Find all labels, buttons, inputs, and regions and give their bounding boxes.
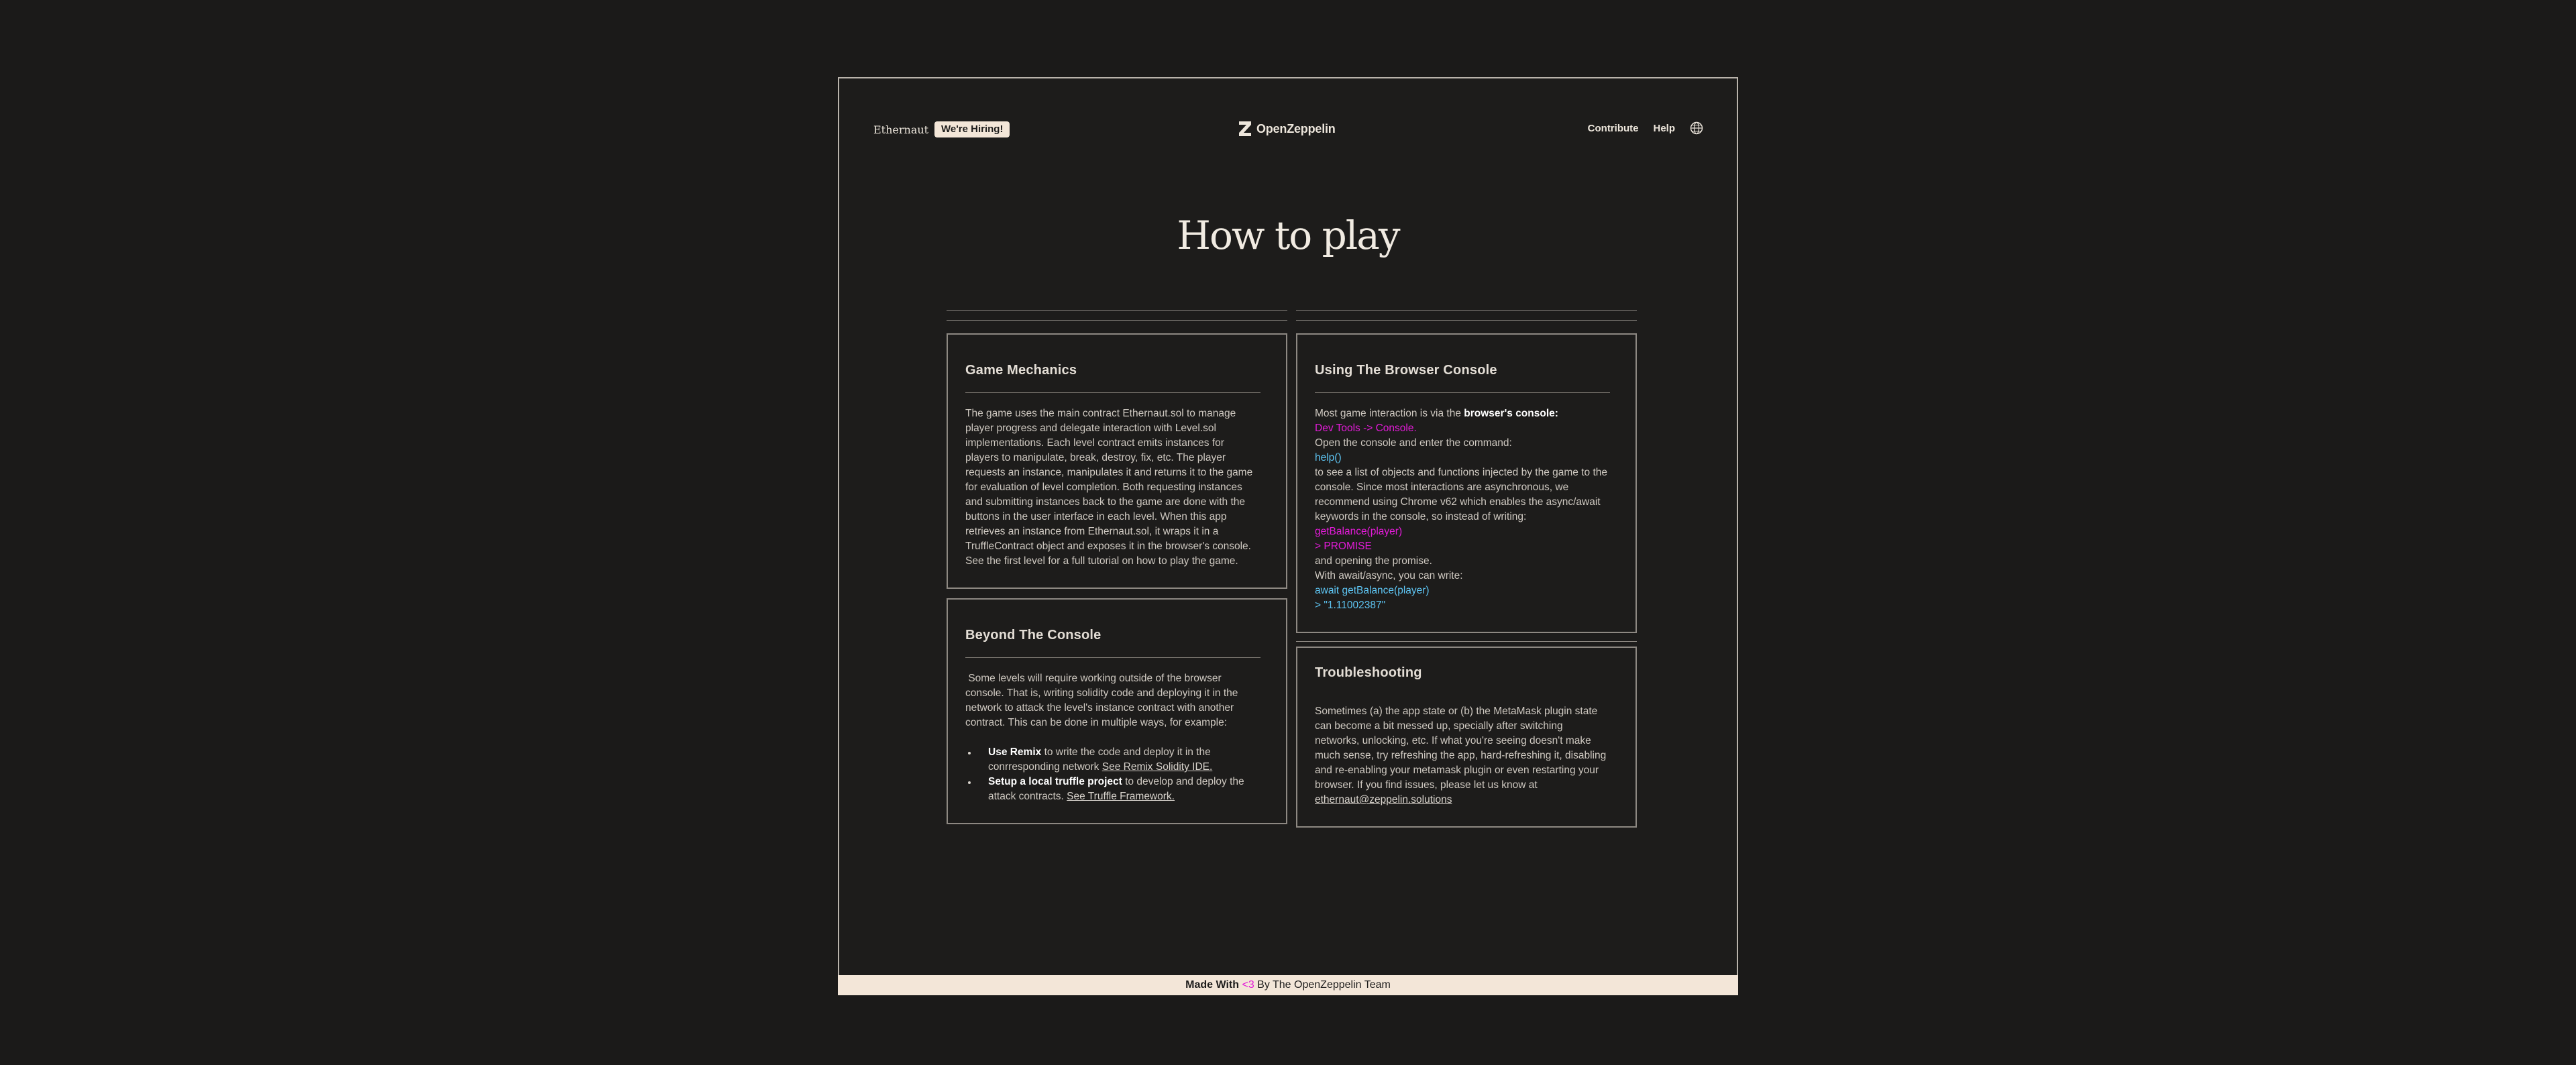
left-column [947,310,1287,824]
openzeppelin-logo[interactable] [1238,119,1336,139]
help-command: help() [1315,452,1342,463]
troubleshooting-title: Troubleshooting [1315,665,1422,680]
console-line1 [1315,406,1610,421]
code-promise-result: > PROMISE [1315,541,1372,552]
globe-icon[interactable] [1690,121,1703,135]
top-nav [1588,121,1703,135]
nav-help[interactable]: Help [1653,122,1675,134]
beyond-console-intro: Some levels will require working outside of the browser console. That is, writing solidity code and deploying it in the network to attack the level's instance contract with another contract. This can be done in multiple ways, for example: [965,673,1241,728]
troubleshooting-text: Sometimes (a) the app state or (b) the MetaMask plugin state can become a bit messed up, specially after switching networks, unlocking, etc. If what you're seeing doesn't make much sense, try refreshing the app, hard-refreshing it, disabling and re-enabling your metamask plugin or even restarting your browser. If you find issues, please let us know at [1315,706,1609,791]
right-column [1296,310,1637,828]
card-divider [965,392,1260,393]
devtools-path: Dev Tools -> Console. [1315,423,1417,434]
footer-heart: <3 [1242,979,1254,991]
openzeppelin-logo-icon [1238,120,1252,137]
page-title: How to play [1177,213,1399,258]
list-item-bold: Use Remix [988,746,1042,758]
footer-made-with: Made With [1185,979,1240,991]
code-await-result: > "1.11002387" [1315,600,1386,611]
header [839,78,1737,142]
beyond-console-list [965,745,1260,804]
list-item [965,775,1260,804]
game-mechanics-body: The game uses the main contract Ethernaut.sol to manage player progress and delegate interaction with Level.sol implementations. Each level contract emits instances for players to manipulate, break, destroy, fix, etc. The player requests an instance, manipulates it and returns it to the game for evaluation of level completion. Both requesting instances and submitting instances back to the game are done with the buttons in the user interface in each level. When this app retrieves an instance from Ethernaut.sol, it wraps it in a TruffleContract object and exposes it in the browser's console. See the first level for a full tutorial on how to play the game. [965,408,1253,567]
remix-link[interactable]: See Remix Solidity IDE. [1102,761,1213,773]
truffle-link[interactable]: See Truffle Framework. [1067,791,1175,802]
browser-console-title: Using The Browser Console [1315,363,1497,378]
code-await-getbalance: await getBalance(player) [1315,585,1430,596]
console-line2: Open the console and enter the command: [1315,437,1512,449]
brand-link[interactable]: Ethernaut [873,123,929,136]
console-line1-bold: browser's console: [1464,408,1558,419]
game-mechanics-card [947,333,1287,589]
footer [838,975,1738,995]
list-item-bold: Setup a local truffle project [988,776,1122,787]
list-item-text: to write the code and deploy it in the conrresponding network [988,746,1214,773]
list-item [965,745,1260,775]
list-item-text: to develop and deploy the attack contracts. [988,776,1247,802]
beyond-console-card [947,598,1287,824]
logo-text: OpenZeppelin [1256,121,1336,135]
troubleshooting-card [1296,647,1637,828]
game-mechanics-title: Game Mechanics [965,363,1077,378]
help-description: to see a list of objects and functions injected by the game to the console. Since most interactions are asynchronous, we recommend using Chrome v62 which enables the async/await keywords in the console, so instead of writing: [1315,467,1607,522]
browser-console-card [1296,333,1637,633]
troubleshooting-body [1315,704,1610,807]
card-divider [965,657,1260,658]
support-email-link[interactable]: ethernaut@zeppelin.solutions [1315,794,1452,805]
card-divider [1315,392,1610,393]
nav-contribute[interactable]: Contribute [1587,122,1639,134]
console-line1-text: Most game interaction is via the [1315,408,1464,419]
beyond-console-title: Beyond The Console [965,628,1102,642]
footer-credit: By The OpenZeppelin Team [1254,979,1391,991]
after-code-text: and opening the promise. [1315,555,1432,567]
code-getbalance: getBalance(player) [1315,526,1403,537]
hiring-badge[interactable]: We're Hiring! [934,121,1010,137]
page-frame [838,77,1738,995]
await-intro: With await/async, you can write: [1315,570,1463,581]
